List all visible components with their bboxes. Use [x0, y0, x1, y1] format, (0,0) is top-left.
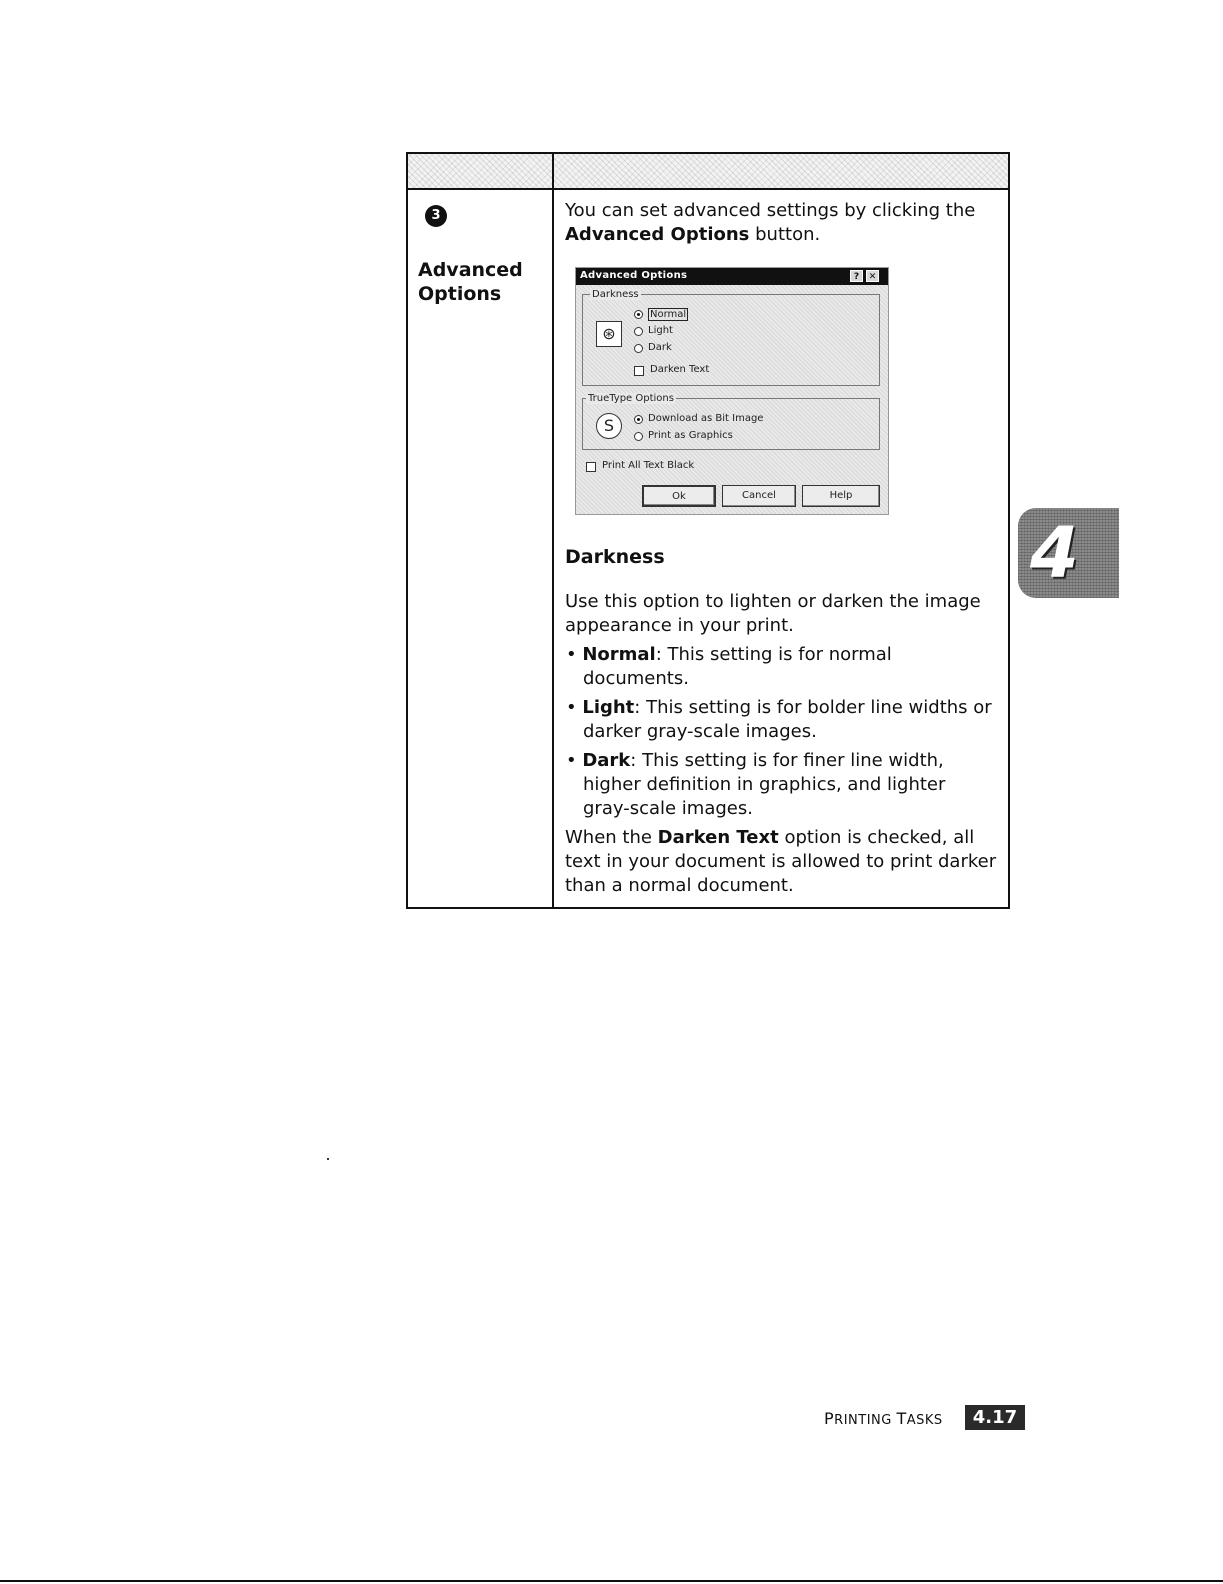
download-bit-image-radio[interactable]: [634, 415, 643, 424]
advanced-options-dialog: [575, 267, 889, 515]
table-header-rule: [406, 188, 1010, 190]
bullet-text: : This setting is for bolder line widths or darker gray-scale images.: [583, 697, 992, 742]
closing-paragraph: [565, 826, 1005, 898]
bullet-light: • Light: This setting is for bolder line widths or darker gray-scale images.: [566, 697, 992, 742]
closing-text-after: option is checked, all text in your document is allowed to print darker than a normal document.: [565, 827, 997, 896]
darken-text-checkbox[interactable]: [634, 366, 644, 376]
darken-text-label[interactable]: Darken Text: [650, 364, 710, 375]
dialog-titlebar: [576, 268, 888, 285]
print-as-graphics-radio[interactable]: [634, 432, 643, 441]
intro-bold-term: Advanced Options: [565, 224, 750, 245]
light-label[interactable]: Light: [648, 325, 673, 336]
truetype-group-label: TrueType Options: [588, 393, 674, 404]
normal-label[interactable]: Normal: [650, 309, 687, 320]
footer-section-label: [824, 1409, 943, 1428]
step-number-badge: 3: [425, 205, 447, 227]
truetype-group-box: [582, 398, 880, 450]
darkness-printer-icon: ⊛: [596, 321, 622, 347]
table-column-divider: [552, 152, 554, 909]
print-as-graphics-label[interactable]: Print as Graphics: [648, 430, 733, 441]
darkness-group-label: Darkness: [592, 289, 639, 300]
footer-initial-t: T: [896, 1409, 907, 1428]
darkness-description: Use this option to lighten or darken the image appearance in your print.: [565, 591, 981, 636]
bullet-normal: • Normal: This setting is for normal documents.: [566, 644, 892, 689]
help-question-icon[interactable]: ?: [850, 270, 863, 282]
print-all-text-black-checkbox[interactable]: [586, 462, 596, 472]
closing-bold-term: Darken Text: [657, 827, 779, 848]
closing-text-before: When the: [565, 827, 658, 848]
dark-label[interactable]: Dark: [648, 342, 672, 353]
download-bit-image-label[interactable]: Download as Bit Image: [648, 413, 764, 424]
footer-smallcaps-rinting: RINTING: [834, 1413, 897, 1428]
bullet-term: Dark: [582, 750, 631, 771]
bullet-text: : This setting is for finer line width, higher definition in graphics, and lighter gray-scale images.: [583, 750, 946, 819]
truetype-font-icon: S: [596, 413, 622, 439]
bullet-term: Normal: [582, 644, 656, 665]
help-button[interactable]: Help: [802, 485, 880, 507]
section-title: Advanced Options: [418, 259, 523, 305]
table-header-band: [408, 154, 1008, 188]
bullet-text: : This setting is for normal documents.: [583, 644, 892, 689]
bullet-term: Light: [582, 697, 635, 718]
dialog-title: Advanced Options: [580, 270, 688, 281]
intro-text-after: button.: [749, 224, 821, 245]
intro-text-before: You can set advanced settings by clicking the: [565, 200, 976, 221]
ok-button[interactable]: Ok: [642, 485, 716, 507]
footer-initial-p: P: [824, 1409, 835, 1428]
chapter-number: 4: [1030, 512, 1079, 594]
intro-paragraph: [565, 199, 995, 247]
cancel-button[interactable]: Cancel: [722, 485, 796, 507]
darkness-group-box: [582, 294, 880, 386]
close-icon[interactable]: ✕: [866, 270, 879, 282]
normal-radio[interactable]: [634, 310, 643, 319]
darkness-heading: Darkness: [565, 546, 665, 568]
footer-smallcaps-asks: ASKS: [906, 1413, 943, 1428]
light-radio[interactable]: [634, 327, 643, 336]
dark-radio[interactable]: [634, 344, 643, 353]
print-all-text-black-label[interactable]: Print All Text Black: [602, 460, 695, 471]
scan-speck: [327, 1158, 329, 1160]
page-bottom-rule: [0, 1580, 1223, 1582]
bullet-dark: • Dark: This setting is for finer line width, higher definition in graphics, and lighter gray-scale images.: [566, 750, 946, 819]
page-number: 4.17: [965, 1405, 1025, 1430]
